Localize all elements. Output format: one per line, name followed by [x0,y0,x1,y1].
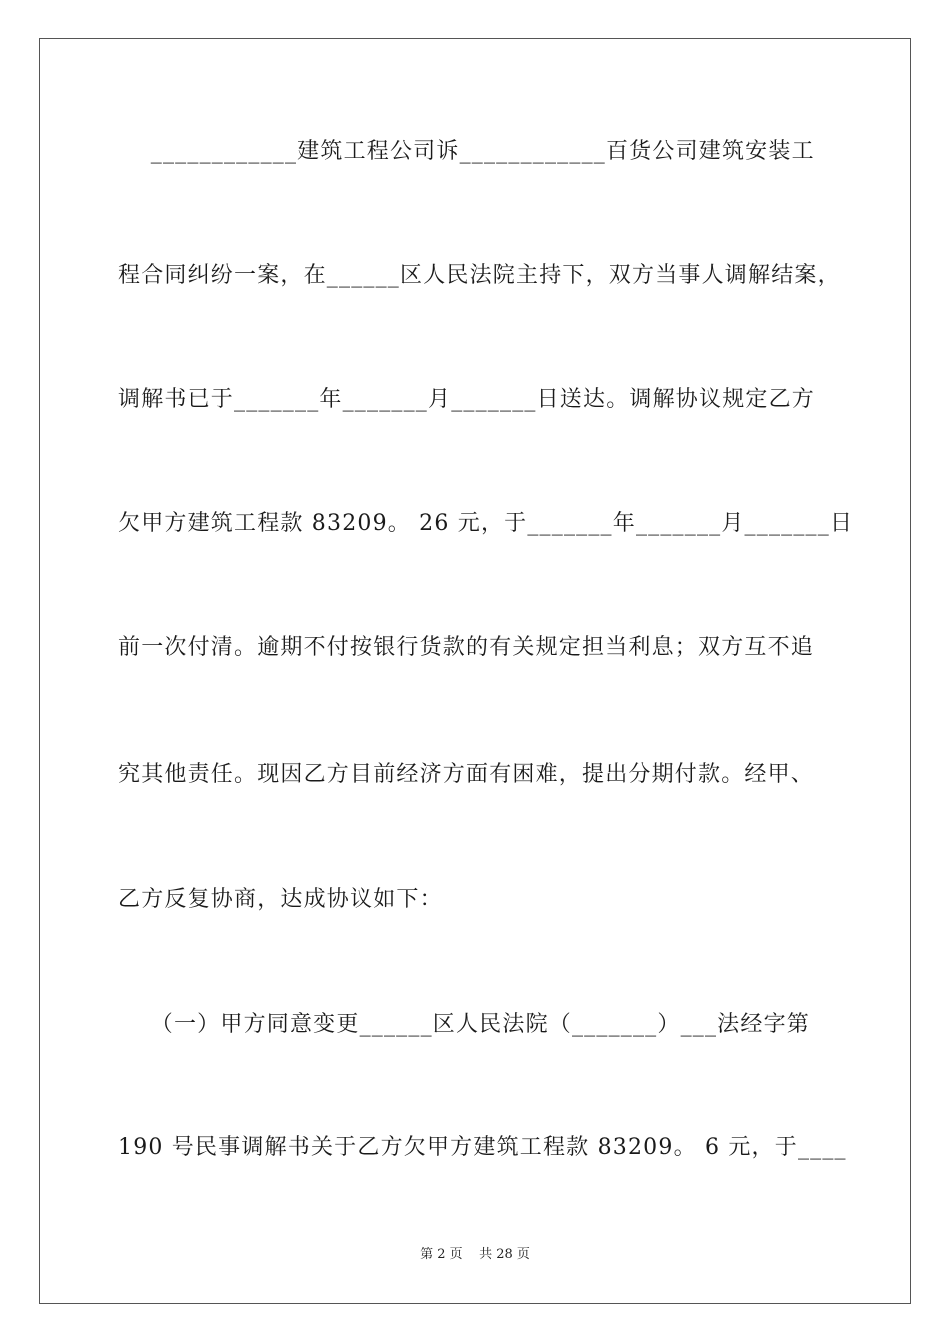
page-border [39,38,911,1304]
body-text-line-3: 调解书已于_______年_______月_______日送达。调解协议规定乙方 [118,387,816,412]
body-text-line-9: 190 号民事调解书关于乙方欠甲方建筑工程款 83209。 6 元，于____ [118,1135,847,1160]
body-text-line-2: 程合同纠纷一案，在______区人民法院主持下，双方当事人调解结案， [118,263,841,288]
body-text-line-4: 欠甲方建筑工程款 83209。 26 元，于_______年_______月_______日 [118,511,854,536]
page-number-footer: 第 2 页 共 28 页 [420,1247,530,1262]
body-text-line-8: （一）甲方同意变更______区人民法院（_______）___法经字第 [118,1012,810,1037]
body-text-line-1: ____________建筑工程公司诉____________百货公司建筑安装工 [118,139,815,164]
body-text-line-6: 究其他责任。现因乙方目前经济方面有困难，提出分期付款。经甲、 [118,762,815,787]
body-text-line-5: 前一次付清。逾期不付按银行货款的有关规定担当利息；双方互不追 [118,635,815,660]
body-text-line-7: 乙方反复协商，达成协议如下： [118,887,443,912]
